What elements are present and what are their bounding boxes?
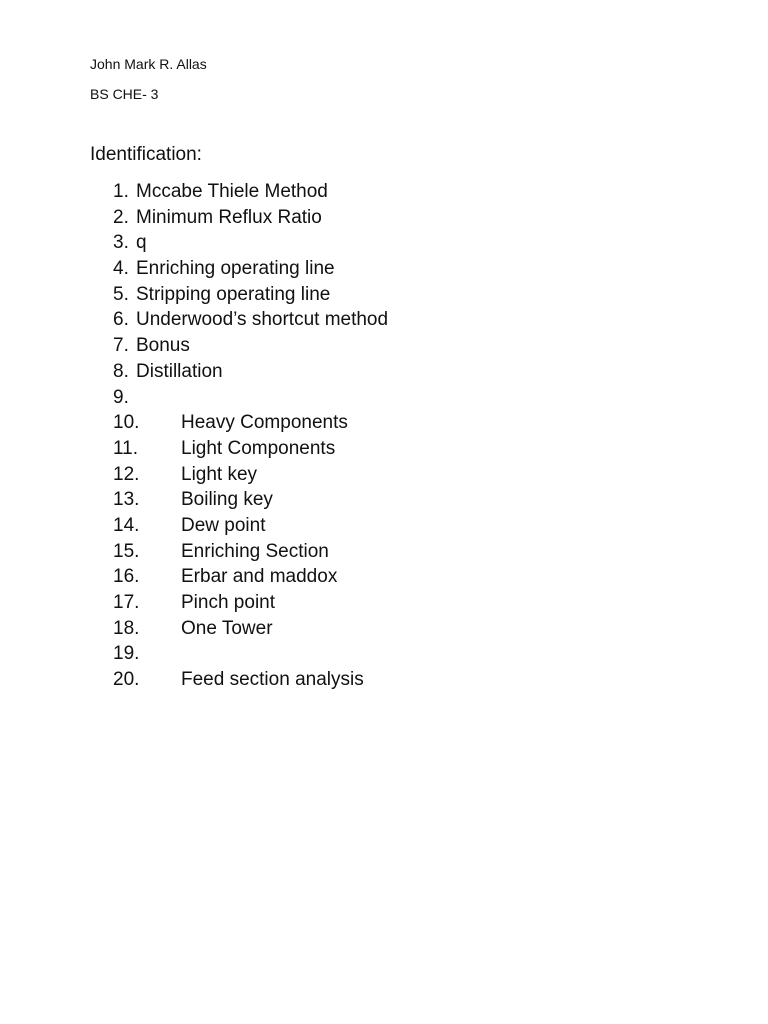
- item-number: 1.: [113, 181, 129, 202]
- item-number: 14.: [113, 514, 140, 536]
- item-number: 10.: [113, 412, 140, 434]
- item-number: 17.: [113, 592, 140, 613]
- item-number: 15.: [113, 540, 140, 562]
- item-text: Pinch point: [181, 592, 276, 613]
- item-text: Light key: [181, 463, 258, 485]
- item-text: Light Components: [181, 437, 336, 459]
- item-text: One Tower: [181, 617, 273, 639]
- item-text: Erbar and maddox: [181, 566, 338, 588]
- item-number: 18.: [113, 617, 140, 639]
- item-number: 3.: [113, 232, 129, 254]
- item-number: 19.: [113, 643, 140, 665]
- item-number: 12.: [113, 463, 140, 485]
- item-number: 13.: [113, 489, 140, 511]
- item-number: 4.: [113, 258, 129, 280]
- item-text: Enriching operating line: [136, 258, 335, 280]
- item-text: Enriching Section: [181, 540, 329, 562]
- item-number: 6.: [113, 309, 129, 331]
- item-text: Underwood’s shortcut method: [136, 309, 389, 331]
- program-label: BS CHE- 3: [90, 86, 159, 102]
- item-text: Distillation: [136, 360, 223, 382]
- item-number: 16.: [113, 566, 140, 588]
- item-text: Heavy Components: [181, 412, 348, 434]
- item-text: Bonus: [136, 335, 190, 357]
- item-number: 8.: [113, 360, 129, 382]
- item-number: 20.: [113, 669, 140, 691]
- item-number: 7.: [113, 335, 129, 357]
- item-text: Minimum Reflux Ratio: [136, 206, 322, 228]
- item-text: Mccabe Thiele Method: [136, 181, 328, 202]
- item-text: Feed section analysis: [181, 669, 364, 691]
- item-text: Stripping operating line: [136, 283, 331, 305]
- author-name: John Mark R. Allas: [90, 56, 207, 72]
- item-number: 9.: [113, 386, 129, 408]
- item-number: 5.: [113, 283, 129, 305]
- item-text: q: [136, 232, 147, 254]
- item-number: 11.: [113, 437, 139, 459]
- section-heading: Identification:: [90, 144, 202, 165]
- item-text: Boiling key: [181, 489, 273, 511]
- item-text: Dew point: [181, 514, 266, 536]
- item-number: 2.: [113, 206, 129, 228]
